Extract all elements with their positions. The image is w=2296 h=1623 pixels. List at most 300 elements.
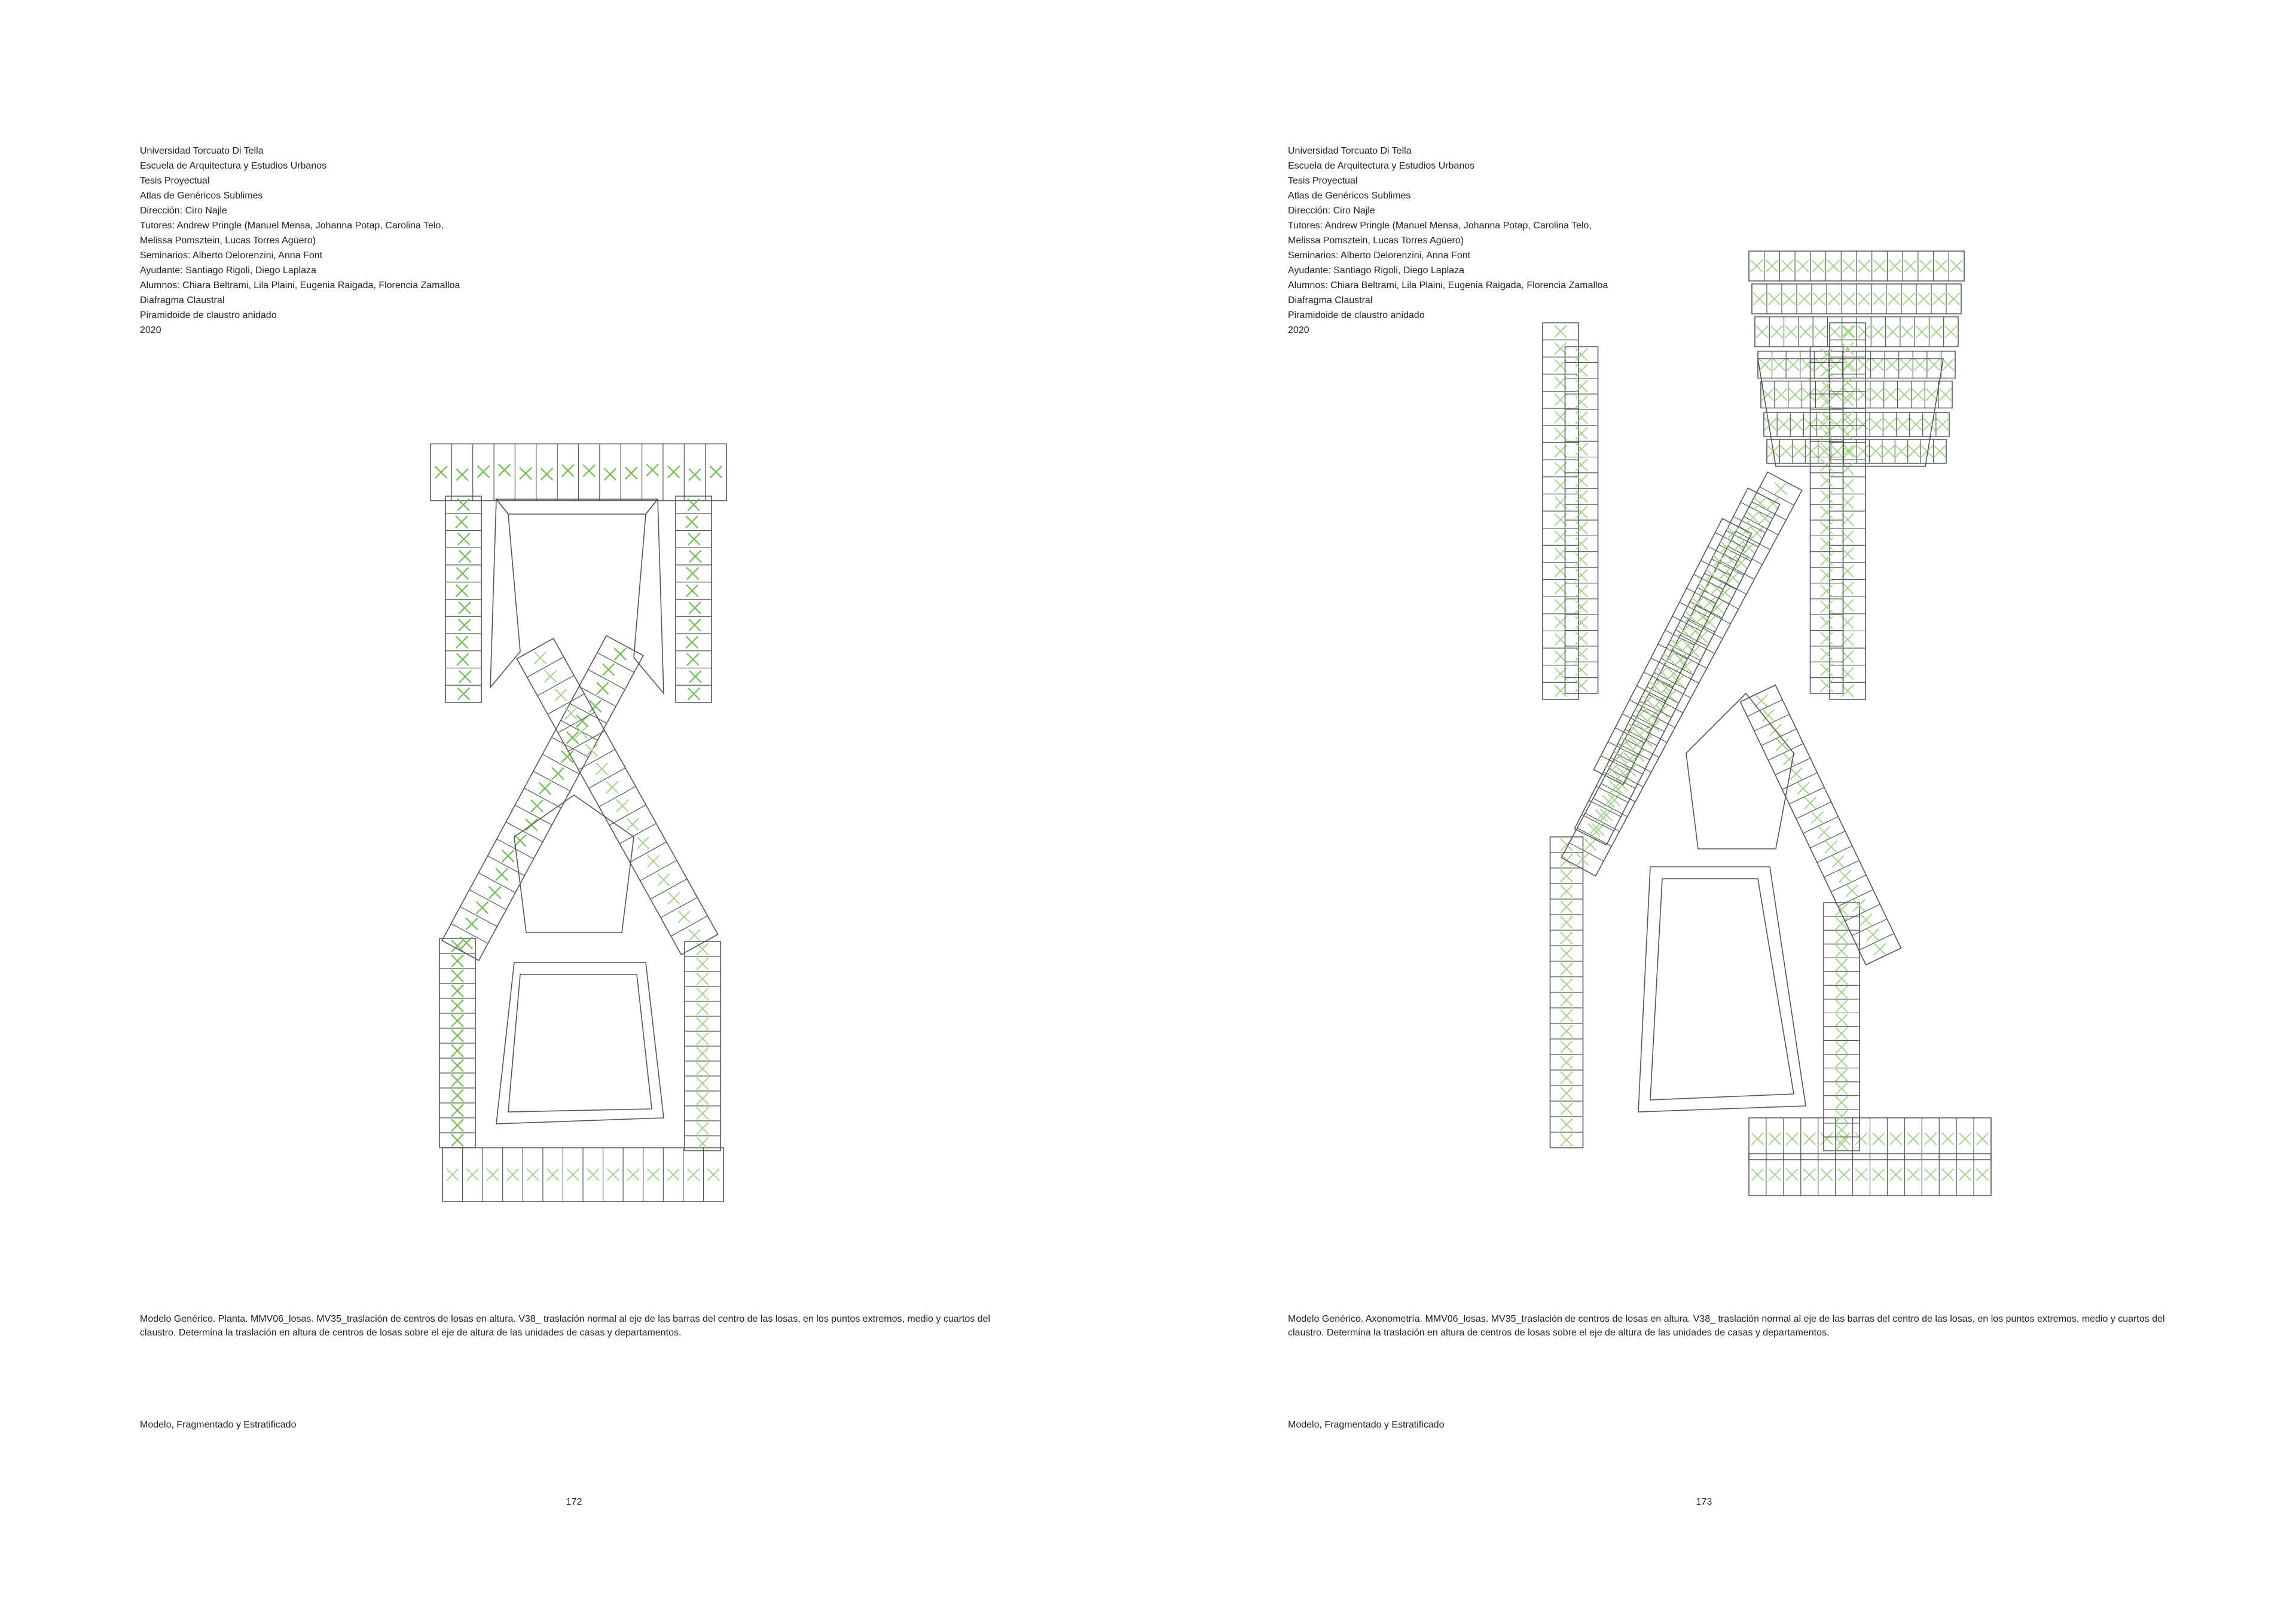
slab-center-marker — [1886, 359, 1898, 371]
slab-center-marker — [1821, 664, 1833, 676]
slab-center-marker — [710, 466, 722, 478]
slab-center-marker — [689, 469, 701, 481]
slab-center-marker — [1677, 625, 1689, 637]
slab-center-marker — [1885, 389, 1897, 401]
slab-center-marker — [451, 1120, 463, 1132]
slab-center-marker — [1743, 542, 1755, 554]
slab-center-marker — [1908, 445, 1920, 457]
slab-center-marker — [1786, 1133, 1798, 1145]
slab-center-marker — [1814, 326, 1826, 338]
slab-center-marker — [1584, 839, 1596, 851]
slab-center-marker — [566, 732, 578, 744]
slab-center-marker — [1925, 1169, 1937, 1181]
slab-center-marker — [1576, 569, 1587, 581]
slab-center-marker — [451, 1090, 463, 1102]
slab-center-marker — [1928, 359, 1940, 371]
slab-center-marker — [1923, 418, 1935, 430]
slab-center-marker — [1821, 554, 1833, 566]
slab-center-marker — [457, 688, 469, 700]
slab-center-marker — [1935, 260, 1947, 272]
slab-center-marker — [1799, 293, 1810, 305]
slab-center-marker — [1561, 1087, 1573, 1099]
slab-center-marker — [697, 1078, 709, 1090]
slab-center-marker — [1767, 497, 1779, 509]
slab-center-marker — [1576, 396, 1587, 408]
slab-center-marker — [1870, 445, 1882, 457]
slab-center-marker — [1576, 365, 1587, 377]
slab-center-marker — [1857, 389, 1869, 401]
slab-center-marker — [1576, 632, 1587, 644]
slab-center-marker — [1775, 389, 1787, 401]
slab-center-marker — [451, 1135, 463, 1147]
slab-center-marker — [1836, 986, 1848, 998]
slab-center-marker — [1867, 928, 1879, 940]
slab-center-marker — [1858, 326, 1870, 338]
header-line: Alumnos: Chiara Beltrami, Lila Plaini, Eugenia Raigada, Florencia Zamalloa — [1288, 280, 1608, 291]
slab-center-marker — [1829, 326, 1841, 338]
slab-center-marker — [1561, 916, 1573, 928]
slab-center-marker — [1959, 1169, 1971, 1181]
slab-center-marker — [1836, 945, 1848, 957]
slab-center-marker — [648, 855, 660, 867]
slab-center-marker — [535, 652, 546, 664]
slab-bar — [1565, 347, 1598, 693]
slab-center-marker — [697, 1093, 709, 1105]
slab-bar — [445, 496, 481, 702]
slab-center-marker — [1857, 445, 1869, 457]
slab-bar — [1550, 837, 1583, 1148]
slab-center-marker — [451, 1000, 463, 1012]
slab-center-marker — [1933, 293, 1945, 305]
slab-center-marker — [603, 664, 615, 676]
slab-center-marker — [1561, 1041, 1573, 1053]
slab-center-marker — [458, 533, 470, 545]
slab-center-marker — [606, 781, 618, 793]
slab-center-marker — [1803, 1169, 1815, 1181]
slab-center-marker — [1561, 1010, 1573, 1022]
header-line: Diafragma Claustral — [140, 295, 225, 305]
slab-center-marker — [539, 783, 551, 794]
slab-center-marker — [1561, 1025, 1573, 1037]
slab-center-marker — [1692, 597, 1703, 609]
slab-center-marker — [1832, 855, 1844, 867]
slab-center-marker — [1836, 1069, 1848, 1081]
header-line: Universidad Torcuato Di Tella — [1288, 146, 1412, 156]
slab-center-marker — [697, 1033, 709, 1045]
slab-center-marker — [697, 1063, 709, 1075]
slab-center-marker — [1769, 1169, 1781, 1181]
figure-caption: Modelo Genérico. Planta. MMV06_losas. MV35_traslación de centros de losas en altura. V38_ traslación normal al eje de las barras del centro de las losas, en los puntos extremos, medio y cuartos del claustro. Determina la traslación en altura de centros de losas sobre el eje de altura de las unidades de casas y departamentos. — [140, 1314, 991, 1338]
slab-center-marker — [1561, 1072, 1573, 1084]
slab-center-marker — [586, 744, 598, 756]
slab-center-marker — [451, 1105, 463, 1117]
slab-center-marker — [1821, 680, 1833, 692]
slab-center-marker — [1858, 293, 1870, 305]
slab-center-marker — [697, 1123, 709, 1135]
slab-center-marker — [1821, 585, 1833, 597]
slab-center-marker — [1836, 959, 1848, 971]
page-number: 173 — [1696, 1497, 1712, 1507]
slab-center-marker — [1855, 1169, 1867, 1181]
slab-center-marker — [1751, 1169, 1763, 1181]
slab-center-marker — [689, 619, 701, 631]
slab-center-marker — [627, 818, 639, 830]
slab-center-marker — [1836, 1110, 1848, 1122]
slab-center-marker — [1839, 870, 1851, 882]
slab-center-marker — [1942, 359, 1954, 371]
slab-center-marker — [1727, 527, 1739, 539]
slab-center-marker — [1576, 664, 1587, 676]
slab-center-marker — [1871, 389, 1883, 401]
slab-center-marker — [1836, 1096, 1848, 1108]
slab-center-marker — [1720, 541, 1732, 553]
slab-center-marker — [489, 887, 501, 898]
slab-center-marker — [1831, 418, 1843, 430]
slab-center-marker — [668, 893, 680, 904]
header-line: Escuela de Arquitectura y Estudios Urbanos — [1288, 161, 1475, 171]
slab-center-marker — [531, 800, 543, 812]
slab-center-marker — [1561, 1103, 1573, 1115]
slab-center-marker — [456, 636, 468, 648]
slab-center-marker — [1703, 616, 1715, 628]
slab-center-marker — [1821, 1133, 1833, 1145]
slab-center-marker — [541, 468, 552, 480]
axo-courtyard-lower — [1638, 867, 1806, 1112]
slab-center-marker — [646, 464, 658, 476]
slab-bar — [1741, 685, 1901, 965]
slab-center-marker — [1887, 326, 1899, 338]
slab-center-marker — [1561, 885, 1573, 897]
slab-center-marker — [1916, 326, 1928, 338]
slab-center-marker — [1843, 326, 1855, 338]
slab-center-marker — [697, 1108, 709, 1120]
slab-center-marker — [1759, 359, 1771, 371]
slab-center-marker — [1873, 293, 1885, 305]
slab-center-marker — [1844, 389, 1856, 401]
slab-center-marker — [1786, 1169, 1798, 1181]
slab-center-marker — [1821, 490, 1833, 502]
slab-center-marker — [1830, 389, 1842, 401]
header-line: Universidad Torcuato Di Tella — [140, 146, 264, 156]
slab-center-marker — [1942, 1133, 1954, 1145]
slab-center-marker — [1806, 445, 1818, 457]
slab-center-marker — [1836, 1028, 1848, 1040]
slab-bar — [439, 939, 475, 1148]
slab-center-marker — [1764, 418, 1776, 430]
slab-bar — [1752, 284, 1961, 314]
slab-center-marker — [1821, 1169, 1833, 1181]
slab-center-marker — [637, 837, 649, 849]
slab-center-marker — [1805, 797, 1816, 809]
slab-center-marker — [1576, 443, 1587, 455]
slab-center-marker — [456, 516, 468, 528]
header-line: Atlas de Genéricos Sublimes — [140, 191, 263, 201]
slab-center-marker — [1821, 506, 1833, 518]
slab-center-marker — [1838, 1133, 1850, 1145]
slab-center-marker — [1825, 841, 1837, 853]
slab-bar — [442, 1148, 723, 1202]
slab-center-marker — [487, 1169, 499, 1181]
slab-center-marker — [1790, 768, 1802, 780]
slab-center-marker — [1821, 365, 1833, 377]
slab-center-marker — [1836, 1014, 1848, 1026]
slab-center-marker — [1920, 260, 1932, 272]
slab-center-marker — [575, 726, 587, 738]
slab-center-marker — [1803, 1133, 1815, 1145]
header-line: Diafragma Claustral — [1288, 295, 1373, 305]
slab-center-marker — [459, 602, 471, 614]
slab-center-marker — [1670, 638, 1682, 650]
slab-center-marker — [1561, 1056, 1573, 1068]
section-title: Modelo, Fragmentado y Estratificado — [1288, 1420, 1445, 1430]
slab-center-marker — [1903, 293, 1915, 305]
slab-center-marker — [1873, 1169, 1885, 1181]
slab-center-marker — [604, 468, 616, 480]
slab-center-marker — [1931, 326, 1943, 338]
section-title: Modelo, Fragmentado y Estratificado — [140, 1420, 297, 1430]
slab-center-marker — [1838, 1169, 1850, 1181]
slab-center-marker — [451, 1030, 463, 1042]
slab-center-marker — [668, 466, 680, 478]
slab-center-marker — [1945, 326, 1957, 338]
slab-bar — [1749, 251, 1964, 281]
header-line: Tutores: Andrew Pringle (Manuel Mensa, Johanna Potap, Carolina Telo, — [140, 221, 444, 231]
page-number: 172 — [566, 1497, 582, 1507]
slab-center-marker — [596, 763, 608, 775]
slab-center-marker — [1784, 293, 1796, 305]
slab-center-marker — [1756, 326, 1768, 338]
slab-center-marker — [1836, 1138, 1848, 1150]
slab-center-marker — [1613, 750, 1625, 762]
slab-center-marker — [1843, 359, 1855, 371]
header-line: 2020 — [1288, 325, 1309, 335]
slab-center-marker — [688, 688, 700, 700]
slab-center-marker — [689, 551, 701, 563]
slab-center-marker — [1836, 1055, 1848, 1067]
slab-center-marker — [1789, 389, 1801, 401]
slab-center-marker — [1802, 359, 1813, 371]
slab-center-marker — [1874, 260, 1886, 272]
slab-center-marker — [1821, 616, 1833, 628]
header-line: Dirección: Ciro Najle — [140, 206, 227, 216]
header-line: Ayudante: Santiago Rigoli, Diego Laplaza — [1288, 265, 1465, 276]
slab-center-marker — [547, 1169, 559, 1181]
slab-center-marker — [1895, 445, 1907, 457]
slab-center-marker — [1576, 506, 1587, 518]
slab-center-marker — [1836, 1000, 1848, 1012]
slab-center-marker — [1773, 359, 1785, 371]
slab-center-marker — [687, 567, 699, 579]
slab-center-marker — [1858, 260, 1870, 272]
slab-center-marker — [1576, 475, 1587, 487]
header-line: Seminarios: Alberto Delorenzini, Anna Font — [140, 250, 323, 261]
slab-center-marker — [1873, 1133, 1885, 1145]
slab-center-marker — [1576, 554, 1587, 566]
slab-center-marker — [435, 466, 447, 478]
slab-center-marker — [1555, 325, 1567, 337]
slab-center-marker — [1855, 1133, 1867, 1145]
slab-center-marker — [527, 1169, 539, 1181]
slab-center-marker — [520, 467, 532, 479]
slab-center-marker — [697, 988, 709, 1000]
slab-center-marker — [1576, 380, 1587, 392]
slab-center-marker — [1871, 359, 1883, 371]
slab-center-marker — [697, 1003, 709, 1015]
slab-center-marker — [686, 585, 698, 597]
slab-center-marker — [1846, 885, 1858, 897]
slab-center-marker — [1910, 418, 1922, 430]
slab-center-marker — [459, 619, 471, 631]
slab-center-marker — [1900, 359, 1912, 371]
header-line: Tutores: Andrew Pringle (Manuel Mensa, Johanna Potap, Carolina Telo, — [1288, 221, 1592, 231]
slab-center-marker — [616, 800, 628, 812]
slab-center-marker — [1821, 459, 1833, 471]
slab-center-marker — [1836, 1124, 1848, 1136]
slab-center-marker — [648, 1169, 660, 1181]
slab-center-marker — [1934, 445, 1946, 457]
slab-center-marker — [1907, 1133, 1919, 1145]
slab-center-marker — [1780, 445, 1792, 457]
slab-center-marker — [1791, 418, 1803, 430]
slab-center-marker — [451, 1045, 463, 1057]
slab-center-marker — [1821, 569, 1833, 581]
center-void — [514, 795, 634, 933]
figure-caption: Modelo Genérico. Axonometría. MMV06_losas. MV35_traslación de centros de losas en altura. V38_ traslación normal al eje de las barras del centro de las losas, en los puntos extremos, medio y cuartos del claustro. Determina la traslación en altura de centros de losas sobre el eje de altura de las unidades de casas y departamentos. — [1288, 1314, 2165, 1338]
slab-center-marker — [614, 648, 626, 660]
slab-center-marker — [1561, 1118, 1573, 1130]
slab-center-marker — [686, 516, 698, 528]
slab-center-marker — [1821, 538, 1833, 550]
slab-center-marker — [1890, 1169, 1902, 1181]
slab-center-marker — [1766, 260, 1778, 272]
slab-center-marker — [1755, 695, 1767, 707]
slab-center-marker — [1811, 812, 1823, 824]
header-line: 2020 — [140, 325, 161, 335]
slab-center-marker — [1883, 418, 1895, 430]
slab-center-marker — [688, 533, 700, 545]
slab-center-marker — [1684, 611, 1696, 623]
slab-center-marker — [1821, 427, 1833, 439]
slab-center-marker — [1897, 418, 1909, 430]
slab-center-marker — [477, 466, 489, 478]
header-line: Piramidoide de claustro anidado — [1288, 310, 1425, 320]
slab-center-marker — [689, 671, 701, 683]
slab-center-marker — [1576, 459, 1587, 471]
slab-center-marker — [1576, 585, 1587, 597]
slab-center-marker — [1769, 293, 1781, 305]
slab-center-marker — [459, 671, 471, 683]
slab-center-marker — [1751, 1133, 1763, 1145]
slab-center-marker — [1770, 326, 1782, 338]
slab-bar — [1574, 488, 1779, 845]
slab-center-marker — [555, 689, 567, 701]
slab-center-marker — [1803, 389, 1815, 401]
header-line: Piramidoide de claustro anidado — [140, 310, 277, 320]
slab-center-marker — [1769, 1133, 1781, 1145]
slab-center-marker — [1561, 901, 1573, 913]
slab-center-marker — [1751, 260, 1763, 272]
slab-center-marker — [1883, 445, 1895, 457]
header-line: Ayudante: Santiago Rigoli, Diego Laplaza — [140, 265, 317, 276]
slab-center-marker — [697, 958, 709, 970]
slab-center-marker — [1948, 293, 1960, 305]
slab-center-marker — [1561, 947, 1573, 959]
slab-center-marker — [1576, 427, 1587, 439]
slab-center-marker — [1831, 445, 1843, 457]
slab-center-marker — [1561, 1134, 1573, 1146]
page-173 — [1148, 0, 2296, 1623]
slab-center-marker — [1904, 260, 1916, 272]
slab-center-marker — [697, 1048, 709, 1060]
slab-center-marker — [1754, 497, 1766, 509]
slab-center-marker — [625, 467, 637, 479]
slab-center-marker — [477, 901, 488, 913]
slab-center-marker — [1888, 293, 1900, 305]
slab-center-marker — [1576, 616, 1587, 628]
slab-center-marker — [567, 1169, 579, 1181]
slab-center-marker — [1926, 389, 1938, 401]
slab-center-marker — [451, 955, 463, 967]
slab-center-marker — [1577, 854, 1589, 866]
slab-center-marker — [1912, 389, 1924, 401]
header-line: Seminarios: Alberto Delorenzini, Anna Font — [1288, 250, 1471, 261]
axo-center-void — [1686, 693, 1794, 849]
slab-center-marker — [1576, 490, 1587, 502]
slab-center-marker — [697, 973, 709, 985]
header-line: Melissa Pomsztein, Lucas Torres Agüero) — [1288, 236, 1464, 246]
slab-center-marker — [545, 670, 557, 682]
slab-center-marker — [667, 1169, 679, 1181]
slab-center-marker — [1844, 418, 1856, 430]
slab-center-marker — [1860, 914, 1872, 926]
slab-center-marker — [1797, 783, 1809, 794]
slab-center-marker — [1890, 1133, 1902, 1145]
slab-center-marker — [1977, 1169, 1989, 1181]
axonometric-drawing — [1148, 0, 2296, 1623]
slab-center-marker — [552, 768, 564, 780]
header-line: Tesis Proyectual — [140, 176, 210, 186]
slab-center-marker — [697, 1018, 709, 1030]
slab-center-marker — [1853, 899, 1865, 911]
slab-center-marker — [1940, 389, 1952, 401]
slab-center-marker — [1925, 1133, 1937, 1145]
courtyard-upper-rim — [496, 499, 658, 514]
slab-center-marker — [678, 911, 690, 923]
slab-center-marker — [1858, 359, 1870, 371]
slab-center-marker — [1561, 994, 1573, 1006]
slab-center-marker — [1844, 445, 1856, 457]
slab-center-marker — [1797, 260, 1809, 272]
slab-center-marker — [1785, 326, 1797, 338]
slab-center-marker — [447, 1169, 459, 1181]
slab-center-marker — [1901, 326, 1913, 338]
slab-center-marker — [1812, 260, 1824, 272]
slab-center-marker — [507, 1169, 519, 1181]
slab-center-marker — [1889, 260, 1901, 272]
slab-center-marker — [1787, 359, 1799, 371]
header-line: Alumnos: Chiara Beltrami, Lila Plaini, Eugenia Raigada, Florencia Zamalloa — [140, 280, 460, 291]
slab-bar — [1761, 381, 1952, 408]
slab-center-marker — [1576, 601, 1587, 613]
slab-center-marker — [1821, 601, 1833, 613]
header-line: Escuela de Arquitectura y Estudios Urbanos — [140, 161, 327, 171]
header-line: Dirección: Ciro Najle — [1288, 206, 1375, 216]
slab-center-marker — [1821, 396, 1833, 408]
slab-center-marker — [1821, 632, 1833, 644]
slab-center-marker — [456, 469, 468, 481]
slab-bar — [685, 942, 720, 1151]
slab-center-marker — [499, 464, 511, 476]
